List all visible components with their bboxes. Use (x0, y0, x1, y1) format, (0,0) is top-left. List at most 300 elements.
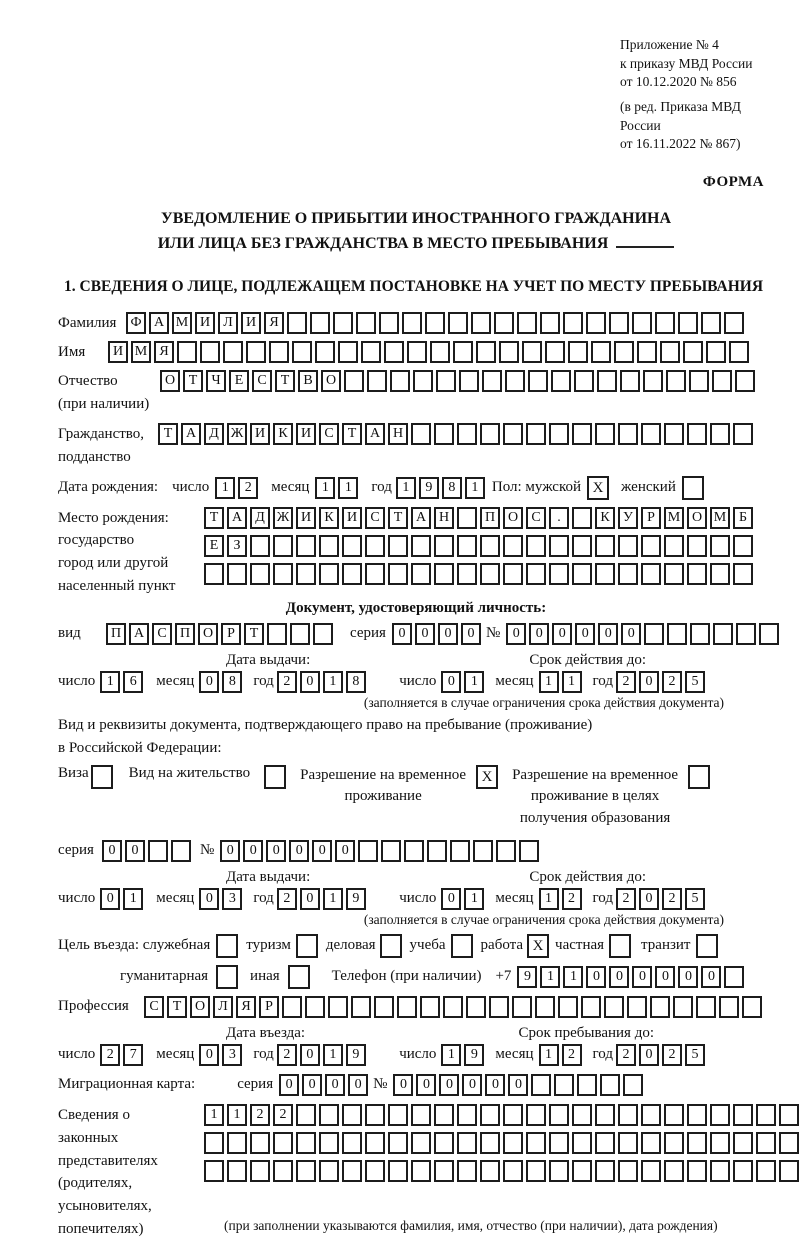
phone-cells (517, 966, 747, 988)
purpose-business-checkbox (380, 934, 402, 958)
form-cell (457, 535, 477, 557)
form-cell (296, 1160, 316, 1182)
form-cell (434, 1132, 454, 1154)
form-cell: 0 (609, 966, 629, 988)
patronymic-row (58, 370, 774, 416)
form-cell (696, 996, 716, 1018)
form-cell (342, 1132, 362, 1154)
form-cell (779, 1104, 799, 1126)
form-cell (290, 623, 310, 645)
form-cell: 0 (506, 623, 526, 645)
form-cell: И (241, 312, 261, 334)
form-cell (148, 840, 168, 862)
section1-heading: 1. СВЕДЕНИЯ О ЛИЦЕ, ПОДЛЕЖАЩЕМ ПОСТАНОВКЕ НА УЧЕТ ПО МЕСТУ ПРЕБЫВАНИЯ (64, 278, 764, 296)
form-cell: 0 (289, 840, 309, 862)
form-cell (246, 341, 266, 363)
form-cell (690, 623, 710, 645)
form-cell (595, 1160, 615, 1182)
form-cell (572, 563, 592, 585)
birth-day-cells (215, 477, 261, 499)
birth-date-row (58, 476, 774, 500)
form-cell (687, 535, 707, 557)
doc-dates-row (58, 671, 774, 693)
form-cell: . (549, 507, 569, 529)
form-cell (568, 341, 588, 363)
stay-day-cells (441, 1044, 487, 1066)
form-cell (358, 840, 378, 862)
form-cell (644, 623, 664, 645)
form-cell: 2 (250, 1104, 270, 1126)
form-cell: 5 (685, 671, 705, 693)
stay-until-label: Срок пребывания до: (518, 1024, 654, 1041)
form-cell: 1 (323, 888, 343, 910)
form-cell: 0 (348, 1074, 368, 1096)
form-cell (292, 341, 312, 363)
form-cell (609, 312, 629, 334)
form-cell (397, 996, 417, 1018)
form-cell (344, 370, 364, 392)
form-cell (448, 312, 468, 334)
form-cell (710, 423, 730, 445)
form-cell (177, 341, 197, 363)
citizenship-row (58, 423, 774, 469)
form-cell: 0 (701, 966, 721, 988)
identity-doc-heading: Документ, удостоверяющий личность: (285, 599, 547, 616)
form-cell (434, 1104, 454, 1126)
doc-issue-month-cells (199, 671, 245, 693)
form-cell: Т (342, 423, 362, 445)
form-cell: 1 (338, 477, 358, 499)
form-cell: 0 (598, 623, 618, 645)
form-cell: 5 (685, 888, 705, 910)
form-cell: Ж (227, 423, 247, 445)
form-cell: 8 (222, 671, 242, 693)
form-cell (273, 535, 293, 557)
form-cell: И (250, 423, 270, 445)
form-cell: 0 (438, 623, 458, 645)
form-cell (411, 535, 431, 557)
form-cell (756, 1132, 776, 1154)
permit-valid-month-cells (539, 888, 585, 910)
title-line-2: ИЛИ ЛИЦА БЕЗ ГРАЖДАНСТВА В МЕСТО ПРЕБЫВАНИЯ (58, 232, 774, 257)
form-cell (457, 563, 477, 585)
form-cell (250, 1132, 270, 1154)
form-cell (526, 1104, 546, 1126)
form-cell: 0 (639, 671, 659, 693)
form-cell (687, 1160, 707, 1182)
form-cell (434, 423, 454, 445)
form-cell: 0 (441, 671, 461, 693)
form-cell (687, 1132, 707, 1154)
form-cell (379, 312, 399, 334)
form-cell (388, 535, 408, 557)
appendix-line: к приказу МВД России (620, 55, 753, 71)
form-cell (689, 370, 709, 392)
form-cell (618, 535, 638, 557)
form-cell (779, 1132, 799, 1154)
form-cell (586, 312, 606, 334)
form-cell (710, 1160, 730, 1182)
form-cell: И (296, 507, 316, 529)
purpose-private-label: частная (555, 937, 605, 954)
form-cell (733, 1160, 753, 1182)
doc-series-cells (392, 623, 484, 645)
permit-series-label: серия (58, 842, 94, 859)
birth-place-block (58, 507, 774, 598)
form-cell (204, 563, 224, 585)
form-cell: Я (264, 312, 284, 334)
form-cell: 2 (616, 888, 636, 910)
phone-label: Телефон (при наличии) (331, 968, 482, 985)
form-cell (526, 563, 546, 585)
permit-number-label: № (199, 842, 215, 859)
form-cell: 0 (461, 623, 481, 645)
form-cell: 1 (562, 671, 582, 693)
form-cell: 0 (199, 888, 219, 910)
form-cell: 0 (300, 1044, 320, 1066)
form-cell: 0 (441, 888, 461, 910)
form-cell (779, 1160, 799, 1182)
form-cell (710, 563, 730, 585)
permit-intro-line2: в Российской Федерации: (58, 739, 222, 756)
purpose-work-label: работа (480, 937, 524, 954)
form-cell: Б (733, 507, 753, 529)
form-cell: 0 (439, 1074, 459, 1096)
permit-number-cells (220, 840, 542, 862)
representatives-cells-stack (204, 1104, 800, 1188)
form-cell (528, 370, 548, 392)
form-cell (480, 1160, 500, 1182)
form-cell (436, 370, 456, 392)
permit-valid-day-cells (441, 888, 487, 910)
form-cell: 0 (655, 966, 675, 988)
form-cell (476, 341, 496, 363)
doc-valid-year-cells (616, 671, 708, 693)
form-cell (643, 370, 663, 392)
representatives-cells-row1 (204, 1104, 800, 1126)
form-cell (388, 1132, 408, 1154)
stay-month-cells (539, 1044, 585, 1066)
form-cell (273, 563, 293, 585)
migration-number-label: № (373, 1076, 388, 1093)
form-cell: 1 (441, 1044, 461, 1066)
entry-year-cells (277, 1044, 369, 1066)
title-blank-line (616, 234, 674, 248)
form-cell (595, 1132, 615, 1154)
purpose-study-checkbox (451, 934, 473, 958)
form-cell: О (321, 370, 341, 392)
temp-residence-edu-label: Разрешение на временное проживание в целях получения образования (512, 766, 679, 827)
form-cell (572, 1104, 592, 1126)
doc-number-cells (506, 623, 782, 645)
form-cell: Е (204, 535, 224, 557)
form-cell: 2 (662, 1044, 682, 1066)
form-cell: С (526, 507, 546, 529)
form-cell (450, 840, 470, 862)
form-cell (227, 563, 247, 585)
form-cell (388, 563, 408, 585)
appendix-line: (в ред. Приказа МВД России (620, 98, 741, 133)
name-cells (108, 341, 752, 363)
form-cell: 7 (123, 1044, 143, 1066)
form-cell (597, 370, 617, 392)
permit-issue-date-label: Дата выдачи: (226, 868, 311, 885)
form-cell (519, 840, 539, 862)
form-cell (365, 535, 385, 557)
form-cell: 0 (508, 1074, 528, 1096)
form-cell (733, 1132, 753, 1154)
form-cell (503, 563, 523, 585)
form-cell (729, 341, 749, 363)
form-cell (554, 1074, 574, 1096)
form-cell: Р (259, 996, 279, 1018)
form-cell (572, 535, 592, 557)
purpose-official-checkbox (216, 934, 238, 958)
form-cell (572, 507, 592, 529)
form-cell: 1 (227, 1104, 247, 1126)
form-cell (641, 563, 661, 585)
form-cell: 0 (392, 623, 412, 645)
form-cell: О (160, 370, 180, 392)
form-cell: 0 (586, 966, 606, 988)
doc-valid-day-cells (441, 671, 487, 693)
form-cell (526, 1132, 546, 1154)
form-cell: Н (434, 507, 454, 529)
form-cell (600, 1074, 620, 1096)
doc-date-headers (58, 652, 774, 669)
form-cell: 0 (639, 888, 659, 910)
form-cell (687, 563, 707, 585)
form-cell: 1 (323, 671, 343, 693)
form-cell (402, 312, 422, 334)
form-cell: 6 (123, 671, 143, 693)
form-cell (664, 563, 684, 585)
form-cell: 1 (539, 671, 559, 693)
name-label: Имя (58, 343, 86, 360)
form-cell: 1 (323, 1044, 343, 1066)
profession-cells (144, 996, 765, 1018)
form-cell: 2 (277, 888, 297, 910)
form-cell (724, 966, 744, 988)
form-cell: Т (388, 507, 408, 529)
form-cell: Т (167, 996, 187, 1018)
form-cell (581, 996, 601, 1018)
form-cell (549, 423, 569, 445)
form-cell: С (152, 623, 172, 645)
form-cell (618, 423, 638, 445)
form-cell: И (195, 312, 215, 334)
form-cell (407, 341, 427, 363)
form-cell (319, 1132, 339, 1154)
form-cell (742, 996, 762, 1018)
form-cell (482, 370, 502, 392)
form-cell: 0 (639, 1044, 659, 1066)
form-cell (388, 1104, 408, 1126)
form-cell: 2 (562, 888, 582, 910)
form-cell (733, 563, 753, 585)
form-cell: 1 (539, 888, 559, 910)
form-cell: Ч (206, 370, 226, 392)
form-cell (223, 341, 243, 363)
form-cell (367, 370, 387, 392)
migration-series-cells (279, 1074, 371, 1096)
permit-series-row (58, 840, 774, 862)
form-cell (273, 1132, 293, 1154)
form-cell (604, 996, 624, 1018)
form-cell (540, 312, 560, 334)
form-cell (650, 996, 670, 1018)
form-cell: 2 (100, 1044, 120, 1066)
form-cell (641, 535, 661, 557)
form-cell: Д (250, 507, 270, 529)
sex-male-checkbox: X (587, 476, 609, 500)
birth-place-cells-row1 (204, 507, 756, 529)
form-cell (434, 535, 454, 557)
form-cell (667, 623, 687, 645)
migration-number-cells (393, 1074, 646, 1096)
form-cell (480, 1132, 500, 1154)
purpose-humanitarian-label: гуманитарная (120, 968, 209, 985)
form-cell (517, 312, 537, 334)
profession-label: Профессия (58, 998, 129, 1015)
form-cell (305, 996, 325, 1018)
stay-year-cells (616, 1044, 708, 1066)
form-cell (351, 996, 371, 1018)
representatives-label: Сведения о законных представителях (родителях, усыновителях, попечителях) (58, 1106, 158, 1237)
form-cell: 5 (685, 1044, 705, 1066)
form-cell (549, 1160, 569, 1182)
form-cell (496, 840, 516, 862)
form-cell (759, 623, 779, 645)
form-cell (338, 341, 358, 363)
form-cell (563, 312, 583, 334)
form-cell (641, 1104, 661, 1126)
form-cell: А (227, 507, 247, 529)
form-cell (227, 1132, 247, 1154)
doc-valid-date-group: число 0 1 месяц 1 1 год 2 0 2 5 (399, 671, 708, 693)
form-cell (319, 1160, 339, 1182)
purpose-tourism-checkbox (296, 934, 318, 958)
form-cell (287, 312, 307, 334)
form-cell: С (365, 507, 385, 529)
form-cell (503, 1132, 523, 1154)
permit-valid-until-label: Срок действия до: (529, 868, 646, 885)
month-label: месяц (271, 479, 310, 496)
form-cell: 0 (220, 840, 240, 862)
permit-type-row (58, 765, 774, 830)
permit-intro-line1: Вид и реквизиты документа, подтверждающего право на пребывание (проживание) (58, 716, 593, 733)
form-cell: 2 (662, 671, 682, 693)
entry-dates-row (58, 1044, 774, 1066)
form-cell: 0 (102, 840, 122, 862)
permit-issue-year-cells (277, 888, 369, 910)
migration-card-row (58, 1074, 774, 1096)
form-cell: 0 (552, 623, 572, 645)
form-cell: 1 (396, 477, 416, 499)
patronymic-cells (160, 370, 758, 392)
form-cell (425, 312, 445, 334)
form-label: ФОРМА (702, 173, 764, 190)
form-cell: В (298, 370, 318, 392)
permit-issue-month-cells (199, 888, 245, 910)
form-cell (623, 1074, 643, 1096)
form-cell: 1 (539, 1044, 559, 1066)
form-cell: 2 (238, 477, 258, 499)
form-cell (549, 535, 569, 557)
form-cell (296, 563, 316, 585)
form-cell (466, 996, 486, 1018)
form-cell (664, 1132, 684, 1154)
form-cell (171, 840, 191, 862)
temp-residence-label: Разрешение на временное проживание (300, 766, 467, 805)
form-cell: 2 (277, 1044, 297, 1066)
form-cell (342, 1104, 362, 1126)
doc-series-label: серия (350, 625, 386, 642)
form-cell: М (710, 507, 730, 529)
name-row (58, 341, 774, 363)
form-cell (526, 535, 546, 557)
form-cell (577, 1074, 597, 1096)
form-cell (296, 1132, 316, 1154)
representatives-note: (при заполнении указываются фамилия, имя, отчество (при наличии), дата рождения) (224, 1217, 718, 1233)
form-cell: Т (244, 623, 264, 645)
form-cell (296, 535, 316, 557)
form-cell (480, 1104, 500, 1126)
form-cell (457, 1160, 477, 1182)
form-cell: К (319, 507, 339, 529)
doc-issue-date-group: число 1 6 месяц 0 8 год 2 0 1 8 (58, 671, 369, 693)
form-cell: Ф (126, 312, 146, 334)
form-cell: 0 (300, 888, 320, 910)
form-cell: 1 (204, 1104, 224, 1126)
appendix-line: от 10.12.2020 № 856 (620, 74, 737, 90)
form-cell (595, 535, 615, 557)
form-cell: 0 (621, 623, 641, 645)
form-cell (712, 370, 732, 392)
temp-residence-edu-checkbox (688, 765, 710, 789)
form-cell (572, 423, 592, 445)
form-cell (365, 1104, 385, 1126)
form-cell: 0 (199, 1044, 219, 1066)
doc-validity-note: (заполняется в случае ограничения срока действия документа) (363, 694, 724, 710)
entry-purpose-row (58, 934, 774, 958)
birth-year-cells (396, 477, 488, 499)
appendix-reference (620, 36, 774, 154)
form-cell (503, 1160, 523, 1182)
form-cell (319, 563, 339, 585)
doc-valid-until-label: Срок действия до: (529, 651, 646, 668)
form-cell (756, 1104, 776, 1126)
form-cell: Р (221, 623, 241, 645)
profession-row (58, 996, 774, 1018)
form-cell: 0 (100, 888, 120, 910)
form-cell (618, 1132, 638, 1154)
purpose-extra-row (120, 965, 774, 989)
form-cell (710, 535, 730, 557)
form-cell (531, 1074, 551, 1096)
permit-issue-date-group: число 0 1 месяц 0 3 год 2 0 1 9 (58, 888, 369, 910)
purpose-business-label: деловая (325, 937, 376, 954)
form-cell: 2 (662, 888, 682, 910)
form-cell: О (190, 996, 210, 1018)
title-line-1: УВЕДОМЛЕНИЕ О ПРИБЫТИИ ИНОСТРАННОГО ГРАЖДАНИНА (160, 209, 672, 227)
form-cell (641, 1160, 661, 1182)
form-cell: 3 (222, 888, 242, 910)
form-cell: У (618, 507, 638, 529)
form-cell: 0 (279, 1074, 299, 1096)
form-cell (719, 996, 739, 1018)
form-cell: О (198, 623, 218, 645)
